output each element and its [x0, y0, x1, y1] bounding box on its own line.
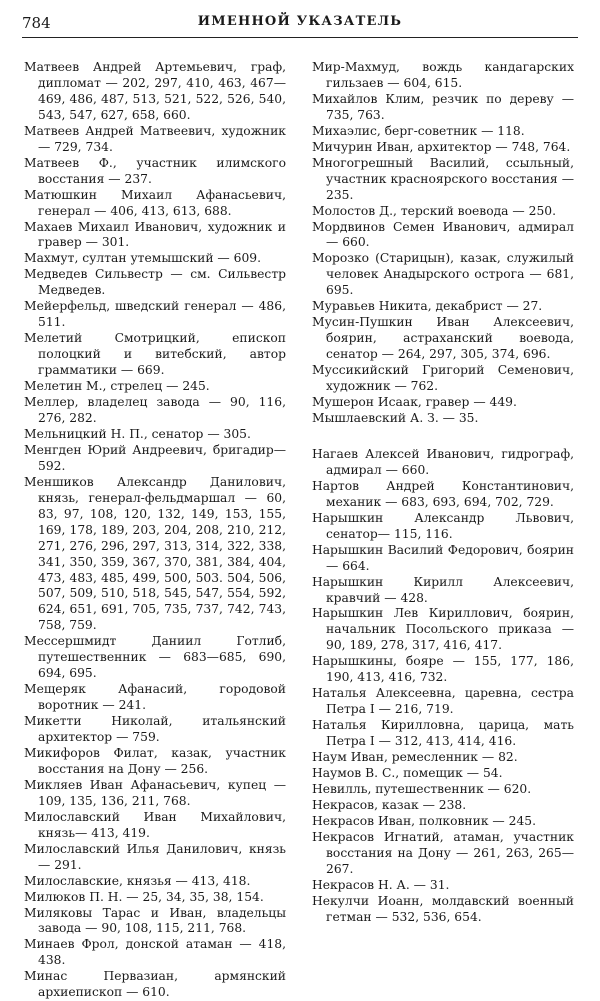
index-entry: Некрасов Игнатий, атаман, участник восстания на Дону — 261, 263, 265—267.	[312, 829, 574, 876]
index-entry: Матвеев Андрей Матвеевич, художник — 729, 734.	[24, 123, 286, 154]
index-entry: Некрасов Иван, полковник — 245.	[312, 813, 536, 828]
index-entry: Наум Иван, ремесленник — 82.	[312, 750, 518, 765]
index-entry: Наталья Алексеевна, царевна, сестра Петра I — 216, 719.	[312, 686, 574, 717]
index-entry: Матвеев Андрей Артемьевич, граф, дипломат — 202, 297, 410, 463, 467—469, 486, 487, 513, 521, 522, 526, 540, 543, 547, 627, 658, 660.	[24, 60, 286, 122]
index-entry: Михаэлис, берг-советник — 118.	[312, 123, 525, 138]
index-entry: Мусин-Пушкин Иван Алексеевич, боярин, астраханский воевода, сенатор — 264, 297, 305, 374, 696.	[312, 315, 574, 362]
index-entry: Медведев Сильвестр — см. Сильвестр Медведев.	[24, 267, 286, 298]
index-entry: Минаев Фрол, донской атаман — 418, 438.	[24, 937, 286, 968]
index-entry: Милославские, князья — 413, 418.	[24, 873, 251, 888]
index-column-left	[24, 60, 286, 1001]
index-entry: Мелетий Смотрицкий, епископ полоцкий и витебский, автор грамматики — 669.	[24, 331, 286, 378]
index-entry: Микляев Иван Афанасьевич, купец — 109, 135, 136, 211, 768.	[24, 777, 286, 808]
index-entry: Милославский Илья Данилович, князь— 291.	[24, 841, 286, 872]
index-entry: Муссикийский Григорий Семенович, художник — 762.	[312, 363, 574, 394]
index-entry: Микетти Николай, итальянский архитектор — 759.	[24, 714, 286, 745]
index-entry: Минас Первазиан, армянский архиепископ — 610.	[24, 969, 286, 1000]
header-rule	[22, 37, 578, 38]
index-entry: Некулчи Иоанн, молдавский военный гетман — 532, 536, 654.	[312, 893, 574, 924]
index-entry: Менгден Юрий Андреевич, бригадир—592.	[24, 442, 286, 473]
page-number: 784	[22, 14, 51, 32]
page-header	[22, 12, 578, 34]
index-entry: Наталья Кирилловна, царица, мать Петра I — 312, 413, 414, 416.	[312, 718, 574, 749]
index-entry: Милюков П. Н. — 25, 34, 35, 38, 154.	[24, 889, 264, 904]
index-entry: Мир-Махмуд, вождь кандагарских гильзаев — 604, 615.	[312, 60, 574, 90]
index-entry: Нарышкин Василий Федорович, боярин— 664.	[312, 542, 574, 573]
index-entry: Муравьев Никита, декабрист — 27.	[312, 299, 543, 314]
index-entry: Матюшкин Михаил Афанасьевич, генерал — 406, 413, 613, 688.	[24, 187, 286, 218]
index-entry: Меллер, владелец завода — 90, 116, 276, 282.	[24, 395, 286, 425]
index-entry: Нагаев Алексей Иванович, гидрограф, адмирал — 660.	[312, 446, 574, 477]
index-entry: Мелетин М., стрелец — 245.	[24, 379, 210, 394]
index-entry: Нартов Андрей Константинович, механик — 683, 693, 694, 702, 729.	[312, 478, 574, 509]
index-entry: Мейерфельд, шведский генерал — 486, 511.	[24, 299, 286, 330]
index-entry: Мичурин Иван, архитектор — 748, 764.	[312, 139, 571, 154]
index-entry: Морозко (Старицын), казак, служилый человек Анадырского острога — 681, 695.	[312, 251, 574, 298]
index-entry: Михайлов Клим, резчик по дереву — 735, 763.	[312, 91, 574, 122]
index-entry: Молостов Д., терский воевода — 250.	[312, 203, 557, 218]
index-entry: Мордвинов Семен Иванович, адмирал — 660.	[312, 219, 574, 250]
index-entry: Мушерон Исаак, гравер — 449.	[312, 395, 517, 410]
index-entry: Мышлаевский А. З. — 35.	[312, 410, 479, 425]
index-entry: Махаев Михаил Иванович, художник и гравер — 301.	[24, 219, 286, 250]
index-entry: Мещеряк Афанасий, городовой воротник — 241.	[24, 682, 286, 713]
index-entry: Мельницкий Н. П., сенатор — 305.	[24, 426, 251, 441]
letter-section-gap	[312, 427, 574, 447]
index-entry: Невилль, путешественник — 620.	[312, 781, 532, 796]
index-entry: Наумов В. С., помещик — 54.	[312, 765, 503, 780]
index-entry: Нарышкин Кирилл Алексеевич, кравчий — 428.	[312, 574, 574, 605]
index-entry: Миляковы Тарас и Иван, владельцы завода — 90, 108, 115, 211, 768.	[24, 905, 286, 936]
index-entry: Микифоров Филат, казак, участник восстания на Дону — 256.	[24, 745, 286, 776]
index-entry: Мессершмидт Даниил Готлиб, путешественник — 683—685, 690, 694, 695.	[24, 634, 286, 681]
index-entry: Милославский Иван Михайлович, князь— 413, 419.	[24, 809, 286, 840]
index-entry: Многогрешный Василий, ссыльный, участник красноярского восстания — 235.	[312, 155, 574, 202]
index-entry: Нарышкины, бояре — 155, 177, 186, 190, 413, 416, 732.	[312, 654, 574, 685]
index-entry: Махмут, султан утемышский — 609.	[24, 251, 262, 266]
index-entry: Некрасов Н. А. — 31.	[312, 877, 450, 892]
index-entry: Некрасов, казак — 238.	[312, 797, 467, 812]
index-entry: Меншиков Александр Данилович, князь, генерал-фельдмаршал — 60, 83, 97, 108, 120, 132, 149, 153, 155, 169, 178, 189, 203, 204, 208, 210, 212, 271, 276, 296, 297, 313, 314, 322, 338, 341, 350, 359, 367, 370, 381, 384, 404, 473, 483, 485, 499, 500, 503. 504, 506, 507, 509, 510, 518, 545, 547, 554, 592, 624, 651, 691, 705, 735, 737, 742, 743, 758, 759.	[24, 474, 286, 633]
index-column-right	[312, 60, 574, 926]
running-title: ИМЕННОЙ УКАЗАТЕЛЬ	[197, 14, 403, 29]
index-entry: Матвеев Ф., участник илимского восстания — 237.	[24, 155, 286, 186]
index-entry: Нарышкин Александр Львович, сенатор— 115, 116.	[312, 510, 574, 541]
index-entry: Нарышкин Лев Кириллович, боярин, начальник Посольского приказа — 90, 189, 278, 317, 416, 417.	[312, 606, 574, 653]
